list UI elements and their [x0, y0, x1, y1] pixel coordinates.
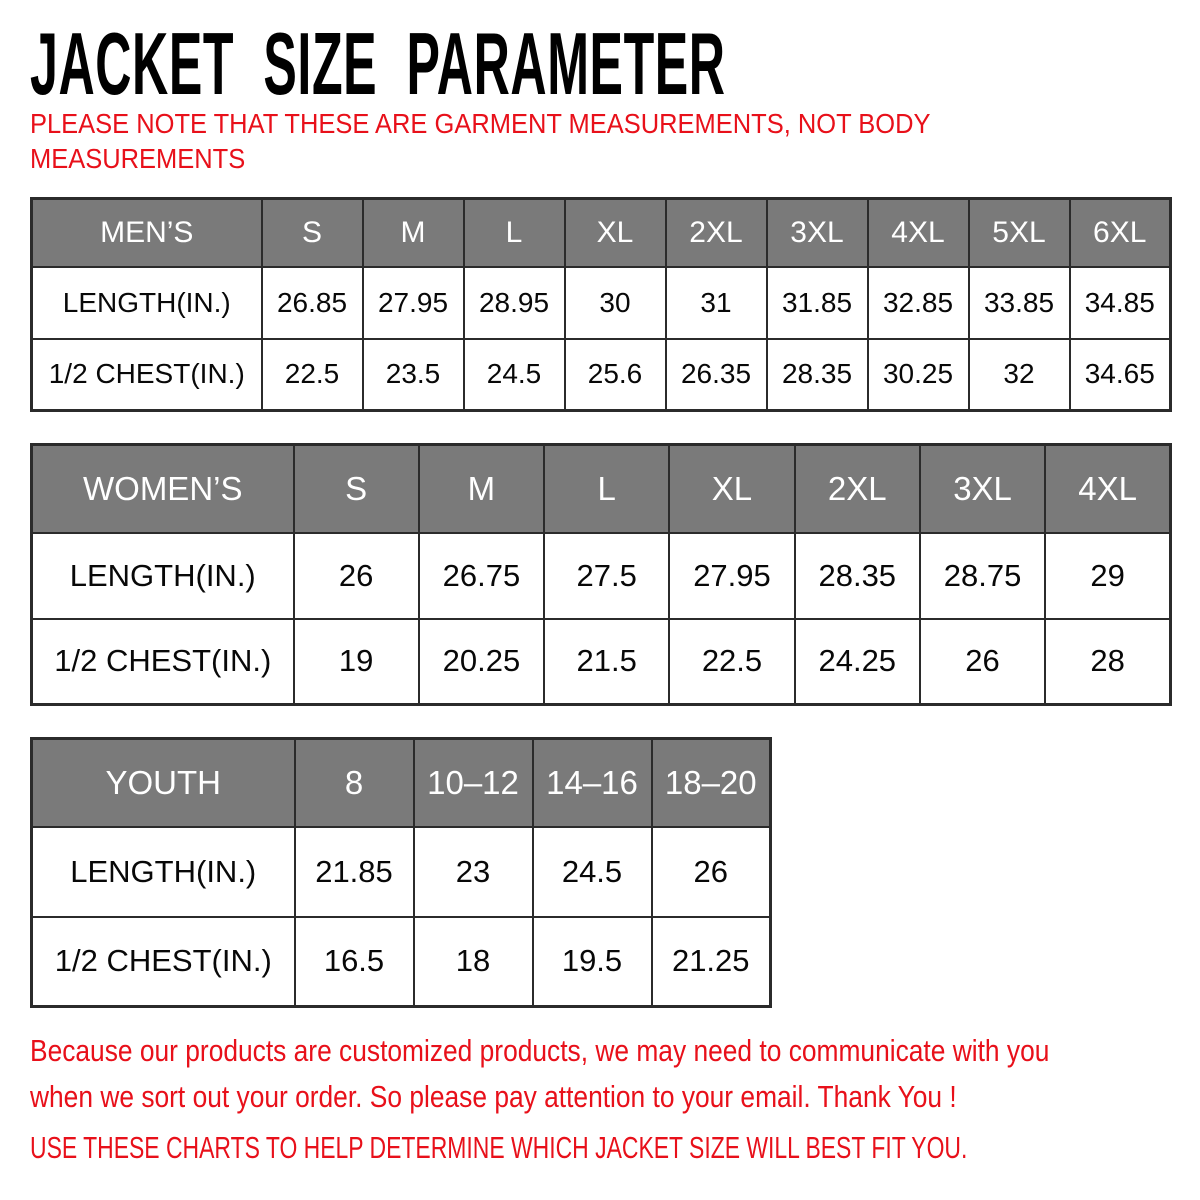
value-cell: 22.5: [669, 619, 794, 705]
value-cell: 33.85: [969, 267, 1070, 339]
value-cell: 30.25: [868, 339, 969, 411]
size-header-cell: 4XL: [1045, 445, 1170, 533]
youth-header-row: [32, 739, 771, 827]
size-header-cell: XL: [565, 199, 666, 267]
size-header-cell: S: [262, 199, 363, 267]
value-cell: 28.35: [795, 533, 920, 619]
size-header-cell: L: [544, 445, 669, 533]
youth-table-title: YOUTH: [32, 739, 295, 827]
value-cell: 26.85: [262, 267, 363, 339]
row-label: 1/2 CHEST(IN.): [32, 339, 262, 411]
value-cell: 26: [652, 827, 771, 917]
womens-size-table: [30, 443, 1172, 706]
size-header-cell: 8: [295, 739, 414, 827]
customization-notice: [30, 1028, 1200, 1120]
value-cell: 29: [1045, 533, 1170, 619]
value-cell: 18: [414, 917, 533, 1007]
youth-size-table: [30, 737, 772, 1008]
womens-table-title: WOMEN’S: [32, 445, 294, 533]
value-cell: 32: [969, 339, 1070, 411]
size-header-cell: 3XL: [920, 445, 1045, 533]
value-cell: 26.75: [419, 533, 544, 619]
customization-notice-line-2: when we sort out your order. So please pay attention to your email. Thank You !: [30, 1079, 957, 1114]
size-header-cell: 2XL: [795, 445, 920, 533]
value-cell: 24.25: [795, 619, 920, 705]
page-title: JACKET SIZE PARAMETER: [30, 14, 726, 113]
value-cell: 31.85: [767, 267, 868, 339]
value-cell: 28.75: [920, 533, 1045, 619]
value-cell: 21.85: [295, 827, 414, 917]
womens-chest-row: [32, 619, 1171, 705]
value-cell: 19: [294, 619, 419, 705]
value-cell: 24.5: [533, 827, 652, 917]
chart-usage-advice: [30, 1130, 1200, 1166]
value-cell: 21.5: [544, 619, 669, 705]
mens-table-title: MEN’S: [32, 199, 262, 267]
value-cell: 32.85: [868, 267, 969, 339]
youth-chest-row: [32, 917, 771, 1007]
size-header-cell: L: [464, 199, 565, 267]
mens-header-row: [32, 199, 1171, 267]
value-cell: 26: [294, 533, 419, 619]
size-header-cell: 3XL: [767, 199, 868, 267]
mens-size-table: [30, 197, 1172, 412]
size-header-cell: XL: [669, 445, 794, 533]
row-label: LENGTH(IN.): [32, 533, 294, 619]
womens-length-row: [32, 533, 1171, 619]
size-header-cell: 5XL: [969, 199, 1070, 267]
value-cell: 24.5: [464, 339, 565, 411]
value-cell: 28.35: [767, 339, 868, 411]
size-header-cell: S: [294, 445, 419, 533]
garment-measurement-note: [30, 106, 1020, 176]
value-cell: 27.5: [544, 533, 669, 619]
value-cell: 21.25: [652, 917, 771, 1007]
row-label: LENGTH(IN.): [32, 827, 295, 917]
value-cell: 25.6: [565, 339, 666, 411]
mens-length-row: [32, 267, 1171, 339]
row-label: 1/2 CHEST(IN.): [32, 917, 295, 1007]
value-cell: 22.5: [262, 339, 363, 411]
size-header-cell: 10–12: [414, 739, 533, 827]
size-header-cell: 6XL: [1070, 199, 1171, 267]
value-cell: 19.5: [533, 917, 652, 1007]
value-cell: 16.5: [295, 917, 414, 1007]
value-cell: 28.95: [464, 267, 565, 339]
value-cell: 27.95: [669, 533, 794, 619]
value-cell: 23: [414, 827, 533, 917]
value-cell: 23.5: [363, 339, 464, 411]
value-cell: 30: [565, 267, 666, 339]
value-cell: 34.65: [1070, 339, 1171, 411]
value-cell: 34.85: [1070, 267, 1171, 339]
value-cell: 31: [666, 267, 767, 339]
value-cell: 28: [1045, 619, 1170, 705]
size-header-cell: 2XL: [666, 199, 767, 267]
value-cell: 26.35: [666, 339, 767, 411]
row-label: 1/2 CHEST(IN.): [32, 619, 294, 705]
row-label: LENGTH(IN.): [32, 267, 262, 339]
value-cell: 20.25: [419, 619, 544, 705]
size-header-cell: 4XL: [868, 199, 969, 267]
chart-usage-advice-text: USE THESE CHARTS TO HELP DETERMINE WHICH JACKET SIZE WILL BEST FIT YOU.: [30, 1130, 968, 1165]
value-cell: 27.95: [363, 267, 464, 339]
size-header-cell: M: [419, 445, 544, 533]
youth-length-row: [32, 827, 771, 917]
mens-chest-row: [32, 339, 1171, 411]
note-line-1: PLEASE NOTE THAT THESE ARE GARMENT MEASUREMENTS, NOT BODY: [30, 108, 931, 139]
size-header-cell: M: [363, 199, 464, 267]
size-header-cell: 14–16: [533, 739, 652, 827]
customization-notice-line-1: Because our products are customized products, we may need to communicate with you: [30, 1033, 1050, 1068]
note-line-2: MEASUREMENTS: [30, 143, 246, 174]
value-cell: 26: [920, 619, 1045, 705]
womens-header-row: [32, 445, 1171, 533]
size-header-cell: 18–20: [652, 739, 771, 827]
